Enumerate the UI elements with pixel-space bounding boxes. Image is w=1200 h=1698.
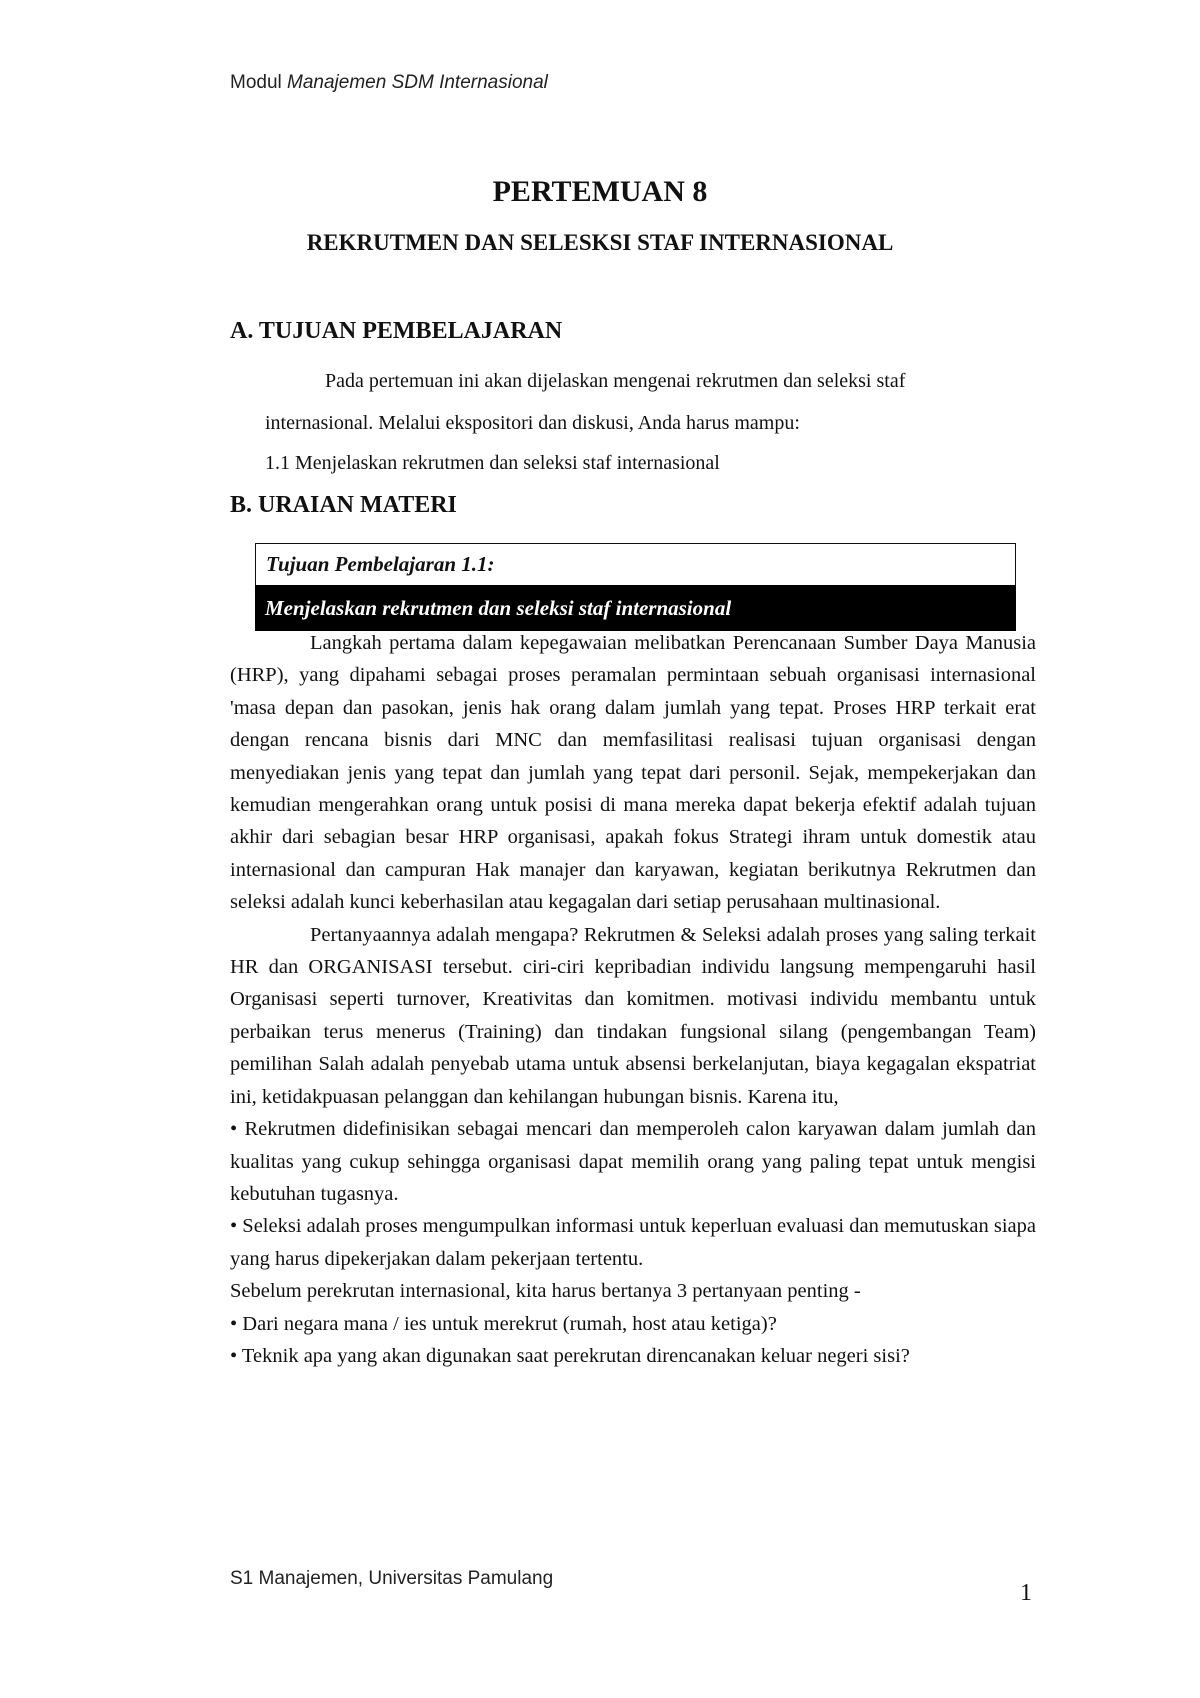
running-footer: S1 Manajemen, Universitas Pamulang [230, 1568, 554, 1589]
paragraph-1: Langkah pertama dalam kepegawaian melibatkan Perencanaan Sumber Daya Manusia (HRP), yang dipahami sebagai proses peramalan permintaan sebuah organisasi internasional 'masa depan dan pasokan, jenis hak orang dalam jumlah yang tepat. Proses HRP terkait erat dengan rencana bisnis dari MNC dan memfasilitasi realisasi tujuan organisasi dengan menyediakan jenis yang tepat dan jumlah yang tepat dari personil. Sejak, mempekerjakan dan kemudian mengerahkan orang untuk posisi di mana mereka dapat bekerja efektif adalah tujuan akhir dari sebagian besar HRP organisasi, apakah fokus Strategi ihram untuk domestik atau internasional dan campuran Hak manajer dan karyawan, kegiatan berikutnya Rekrutmen dan seleksi adalah kunci keberhasilan atau kegagalan dari setiap perusahaan multinasional. [230, 632, 1036, 914]
section-a-heading: A. TUJUAN PEMBELAJARAN [230, 318, 563, 344]
objective-box-title: Tujuan Pembelajaran 1.1: [266, 552, 495, 576]
bullet-recruitment: • Rekrutmen didefinisikan sebagai mencari dan memperoleh calon karyawan dalam jumlah dan kualitas yang cukup sehingga organisasi dapat memilih orang yang paling tepat untuk mengisi kebutuhan tugasnya. [230, 1118, 1036, 1205]
page-number: 1 [1020, 1580, 1032, 1606]
bullet-selection: • Seleksi adalah proses mengumpulkan informasi untuk keperluan evaluasi dan memutuskan siapa yang harus dipekerjakan dalam pekerjaan tertentu. [230, 1215, 1036, 1270]
body-text [230, 627, 1036, 1372]
section-b-heading: B. URAIAN MATERI [230, 492, 457, 518]
page-subtitle: REKRUTMEN DAN SELESKSI STAF INTERNASIONAL [306, 230, 894, 255]
paragraph-2: Pertanyaannya adalah mengapa? Rekrutmen & Seleksi adalah proses yang saling terkait HR dan ORGANISASI tersebut. ciri-ciri kepribadian individu langsung mempengaruhi hasil Organisasi seperti turnover, Kreativitas dan komitmen. motivasi individu membantu untuk perbaikan terus menerus (Training) dan tindakan fungsional silang (pengembangan Team) pemilihan Salah adalah penyebab utama untuk absensi berkelanjutan, biaya kegagalan ekspatriat ini, ketidakpuasan pelanggan dan kehilangan hubungan bisnis. Karena itu, [230, 923, 1036, 1108]
header-prefix: Modul [230, 72, 282, 93]
section-a-objective: 1.1 Menjelaskan rekrutmen dan seleksi staf internasional [265, 452, 720, 474]
section-a-line-1: Pada pertemuan ini akan dijelaskan mengenai rekrutmen dan seleksi staf [325, 370, 906, 392]
learning-objective-box [255, 543, 1016, 631]
running-header [230, 72, 548, 94]
bullet-question-1: • Dari negara mana / ies untuk merekrut (rumah, host atau ketiga)? [230, 1312, 777, 1335]
page-title: PERTEMUAN 8 [492, 175, 708, 208]
questions-intro: Sebelum perekrutan internasional, kita harus bertanya 3 pertanyaan penting - [230, 1280, 861, 1303]
header-module-title: Manajemen SDM Internasional [287, 72, 548, 93]
bullet-question-2: • Teknik apa yang akan digunakan saat perekrutan direncanakan keluar negeri sisi? [230, 1344, 910, 1367]
objective-box-subtitle: Menjelaskan rekrutmen dan seleksi staf internasional [255, 585, 1016, 631]
section-a-line-2: internasional. Melalui ekspositori dan diskusi, Anda harus mampu: [265, 412, 800, 434]
